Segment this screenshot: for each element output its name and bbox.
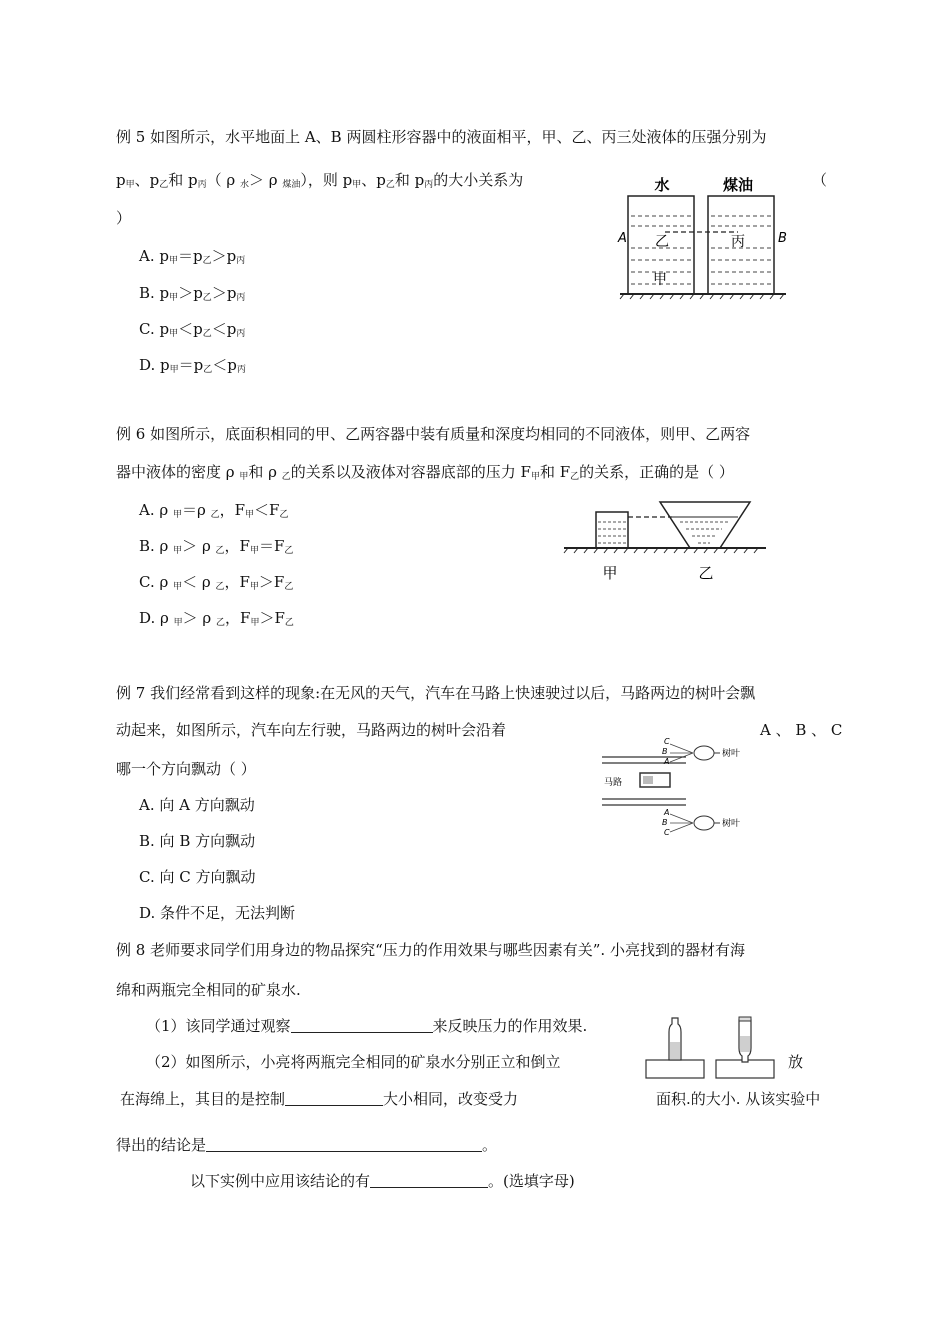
label-water: 水: [654, 176, 670, 194]
ex8-q1: （1）该同学通过观察 来反映压力的作用效果.: [146, 1017, 588, 1035]
ex7-option-b[interactable]: B. 向 B 方向飘动: [139, 832, 256, 850]
ex7-option-d[interactable]: D. 条件不足，无法判断: [139, 904, 296, 922]
label-b-top: B: [662, 747, 668, 756]
ex6-option-d[interactable]: D. ρ $_甲$＞ ρ $_乙$，$F_甲>F_乙$: [139, 609, 294, 628]
label-c-top: C: [664, 737, 670, 746]
label-c-bottom: C: [664, 828, 670, 837]
ex5-paren-close: ）: [116, 209, 132, 227]
ex5-stem-line1: 例 5 如图所示，水平地面上 A、B 两圆柱形容器中的液面相平，甲、乙、丙三处液体的压强分别为: [116, 128, 767, 146]
answer-blank-3[interactable]: [206, 1135, 482, 1152]
ex5-option-b[interactable]: B. $p_甲>p_乙>p_丙$: [139, 284, 246, 303]
ex7-option-a[interactable]: A. 向 A 方向飘动: [139, 796, 255, 814]
label-yi: 乙: [655, 234, 669, 250]
ex5-paren-open: （: [812, 171, 828, 189]
ex7-stem-line2: 动起来，如图所示，汽车向左行驶，马路两边的树叶会沿着: [116, 721, 507, 739]
ex8-q2-cont: 在海绵上，其目的是控制 大小相同，改变受力: [120, 1090, 519, 1108]
label-b: B: [778, 231, 787, 246]
ex8-q3: 得出的结论是 。: [116, 1136, 498, 1154]
ex8-q2-cont-right: 面积.的大小. 从该实验中: [656, 1090, 821, 1108]
label-a-top: A: [664, 757, 670, 766]
road-label: 马路: [604, 778, 623, 788]
label-a-bottom: A: [664, 808, 670, 817]
ex6-option-c[interactable]: C. ρ $_甲$＜ ρ $_乙$，$F_甲>F_乙$: [139, 573, 294, 592]
label-a: A: [618, 231, 627, 246]
ex6-option-a[interactable]: A. ρ $_甲$＝ρ $_乙$，$F_甲<F_乙$: [139, 501, 289, 520]
ex7-road-figure: [598, 735, 778, 840]
ex8-q2: （2）如图所示，小亮将两瓶完全相同的矿泉水分别正立和倒立: [146, 1053, 561, 1071]
ex7-stem-line3: 哪一个方向飘动（ ）: [116, 760, 256, 778]
label-jia: 甲: [602, 564, 618, 582]
leaf-label-top: 树叶: [722, 749, 741, 759]
ex5-containers-figure: [610, 170, 800, 300]
ex5-option-a[interactable]: A. $p_甲=p_乙>p_丙$: [139, 247, 246, 266]
ex6-stem-line2: 器中液体的密度 ρ $_甲$和 ρ $_乙$的关系以及液体对容器底部的压力 $F_甲$和 $F_乙$的关系，正确的是（ ）: [116, 463, 734, 482]
leaf-label-bottom: 树叶: [722, 819, 741, 829]
answer-blank-1[interactable]: [291, 1016, 433, 1033]
ex8-q2-right: 放: [788, 1053, 804, 1071]
label-kerosene: 煤油: [722, 176, 754, 194]
ex6-option-b[interactable]: B. ρ $_甲$＞ ρ $_乙$，$F_甲=F_乙$: [139, 537, 294, 556]
ex7-option-c[interactable]: C. 向 C 方向飘动: [139, 868, 256, 886]
answer-blank-2[interactable]: [285, 1089, 383, 1106]
label-yi: 乙: [698, 564, 714, 582]
ex8-stem-line1: 例 8 老师要求同学们用身边的物品探究“压力的作用效果与哪些因素有关”. 小亮找到的器材有海: [116, 941, 745, 959]
ex5-stem-line2: $p_甲$、$p_乙$和 $p_丙$（ ρ $_水$＞ ρ $_{煤油}$），则 $p_甲$、$p_乙$和 $p_丙$的大小关系为: [116, 171, 524, 190]
ex5-option-d[interactable]: D. $p_甲=p_乙<p_丙$: [139, 356, 246, 375]
label-jia: 甲: [653, 272, 667, 288]
label-bing: 丙: [731, 234, 745, 250]
answer-blank-4[interactable]: [370, 1171, 488, 1188]
ex8-q4: 以下实例中应用该结论的有 。(选填字母): [190, 1172, 575, 1190]
ex5-option-c[interactable]: C. $p_甲<p_乙<p_丙$: [139, 320, 246, 339]
ex8-bottles-figure: [640, 1014, 780, 1080]
ex7-stem-line2-right: A 、 B 、 C: [760, 721, 843, 739]
ex8-stem-line2: 绵和两瓶完全相同的矿泉水.: [116, 981, 301, 999]
label-b-bottom: B: [662, 818, 668, 827]
ex6-containers-figure: [560, 500, 770, 590]
ex6-stem-line1: 例 6 如图所示，底面积相同的甲、乙两容器中装有质量和深度均相同的不同液体，则甲、乙两容: [116, 425, 751, 443]
ex7-stem-line1: 例 7 我们经常看到这样的现象:在无风的天气，汽车在马路上快速驶过以后，马路两边的树叶会飘: [116, 684, 756, 702]
